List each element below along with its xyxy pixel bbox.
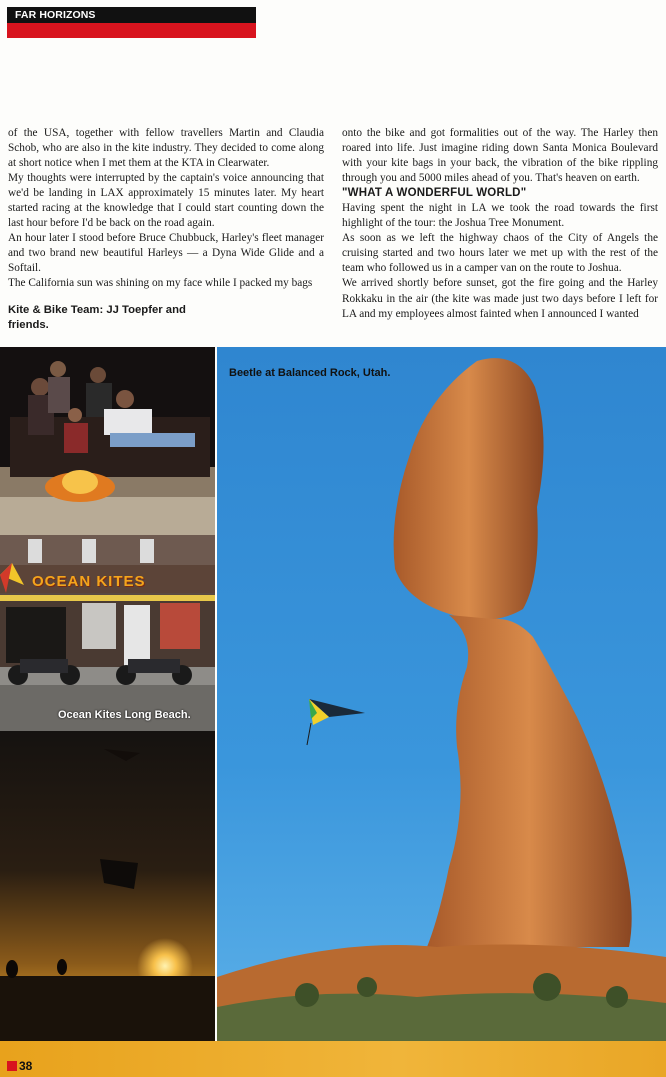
- footer-band: [0, 1041, 666, 1077]
- shop-sign: OCEAN KITES: [32, 573, 146, 590]
- paragraph: Having spent the night in LA we took the road towards the first highlight of the tour: the Joshua Tree Monument.: [342, 202, 658, 230]
- balanced-rock-caption: Beetle at Balanced Rock, Utah.: [229, 367, 391, 379]
- ocean-kites-shop-photo: [0, 535, 215, 731]
- campfire-team-photo: [0, 347, 215, 535]
- sunset-kite-photo: [0, 731, 215, 1041]
- right-text-column: [342, 126, 658, 322]
- paragraph: of the USA, together with fellow travellers Martin and Claudia Schob, who are also in the kite industry. They decided to come along at short notice when I met them at the KTA in Clearwater.: [8, 127, 324, 170]
- paragraph: My thoughts were interrupted by the captain's voice announcing that we'd be landing in LAX approximately 15 minutes later. My heart started racing at the knowledge that I could start counting down the last hour before I'd be back on the road again.: [8, 172, 324, 230]
- left-text-column: [8, 126, 324, 333]
- paragraph: The California sun was shining on my face while I packed my bags: [8, 277, 313, 290]
- ocean-kites-caption: Ocean Kites Long Beach.: [58, 709, 191, 721]
- page-number-text: 38: [19, 1059, 33, 1073]
- paragraph: We arrived shortly before sunset, got the fire going and the Harley Rokkaku in the air (the kite was made just two days before I left for LA and my employees almost fainted when I announced I wanted: [342, 277, 658, 320]
- subheading: "WHAT A WONDERFUL WORLD": [342, 187, 527, 200]
- section-header: [7, 7, 256, 38]
- section-header-red-band: [7, 23, 256, 38]
- paragraph: As soon as we left the highway chaos of the City of Angels the cruising started and two hours later we met up with the rest of the team who followed us in a camper van on the route to Joshua.: [342, 232, 658, 275]
- section-label: FAR HORIZONS: [15, 9, 96, 21]
- paragraph: An hour later I stood before Bruce Chubbuck, Harley's fleet manager and two brand new beautiful Harleys — a Dyna Wide Glide and a Softail.: [8, 232, 324, 275]
- page-number: [7, 1059, 32, 1073]
- team-photo-caption: Kite & Bike Team: JJ Toepfer and friends.: [8, 303, 186, 331]
- balanced-rock-photo: [217, 347, 666, 1041]
- red-square-icon: [7, 1061, 17, 1071]
- paragraph: onto the bike and got formalities out of the way. The Harley then roared into life. Just imagine riding down Santa Monica Boulevard with your kite bags in your back, the vibration of the bike rippling through you and 5000 miles ahead of you. That's heaven on earth.: [342, 127, 658, 185]
